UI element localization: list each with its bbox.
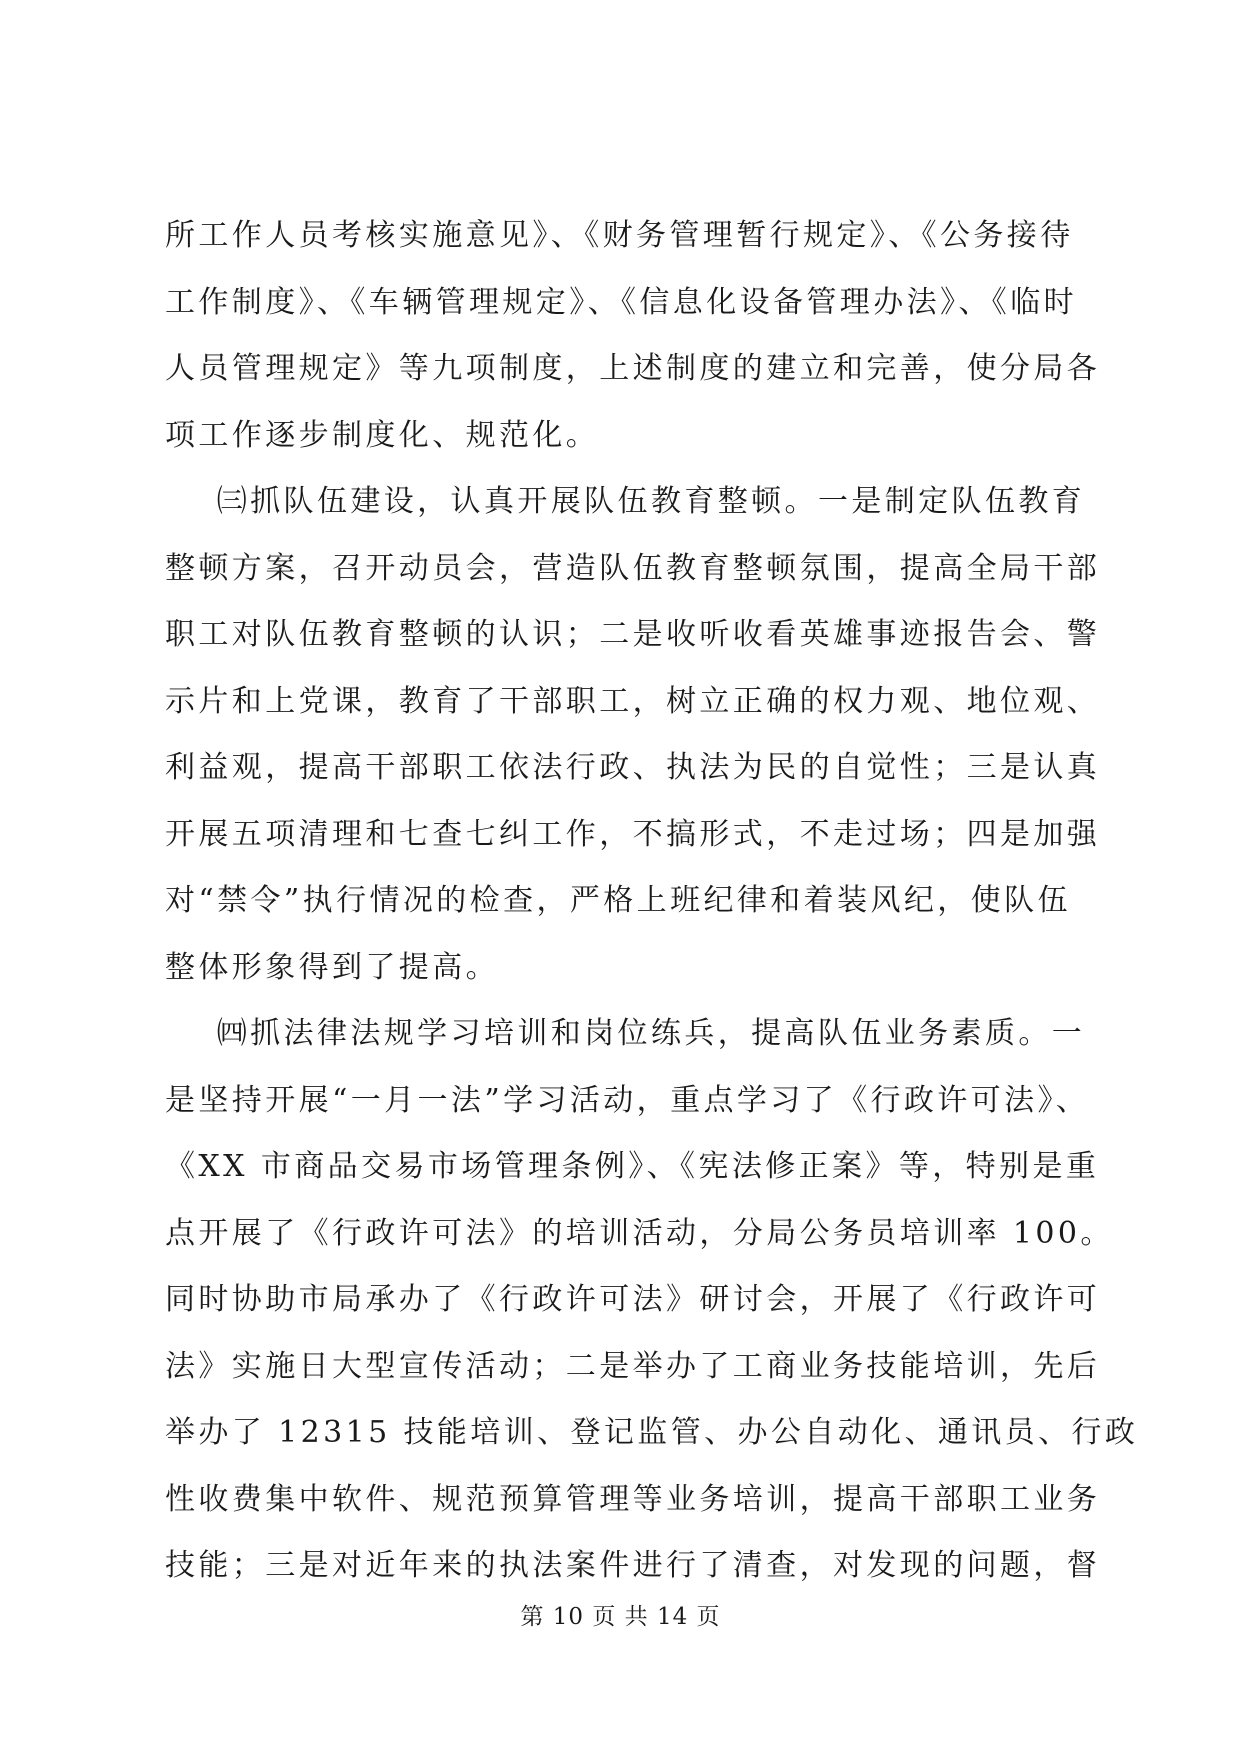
text-line: ㈣抓法律法规学习培训和岗位练兵，提高队伍业务素质。一 <box>165 1016 1086 1051</box>
text-line: 对“禁令”执行情况的检查，严格上班纪律和着装风纪，使队伍 <box>165 883 1071 918</box>
text-line: 举办了 12315 技能培训、登记监管、办公自动化、通讯员、行政 <box>165 1415 1139 1450</box>
text-line: 工作制度》、《车辆管理规定》、《信息化设备管理办法》、《临时 <box>165 284 1077 320</box>
text-line: 《XX 市商品交易市场管理条例》、《宪法修正案》等，特别是重 <box>165 1149 1100 1184</box>
page-number-footer: 第 10 页 共 14 页 <box>520 1604 721 1630</box>
text-line: 性收费集中软件、规范预算管理等业务培训，提高干部职工业务 <box>165 1481 1101 1517</box>
text-line: 利益观，提高干部职工依法行政、执法为民的自觉性；三是认真 <box>165 750 1101 785</box>
text-line: 所工作人员考核实施意见》、《财务管理暂行规定》、《公务接待 <box>165 218 1074 253</box>
text-line: 同时协助市局承办了《行政许可法》研讨会，开展了《行政许可 <box>165 1282 1101 1317</box>
text-line: 整顿方案，召开动员会，营造队伍教育整顿氛围，提高全局干部 <box>165 550 1101 586</box>
body-text <box>165 203 1139 1600</box>
text-line: 整体形象得到了提高。 <box>165 949 499 985</box>
text-line: 示片和上党课，教育了干部职工，树立正确的权力观、地位观、 <box>165 683 1101 719</box>
text-line: 法》实施日大型宣传活动；二是举办了工商业务技能培训，先后 <box>165 1348 1101 1384</box>
text-line: 点开展了《行政许可法》的培训活动，分局公务员培训率 100。 <box>165 1215 1114 1251</box>
text-line: 是坚持开展“一月一法”学习活动，重点学习了《行政许可法》、 <box>165 1082 1090 1118</box>
text-line: 技能；三是对近年来的执法案件进行了清查，对发现的问题，督 <box>165 1548 1101 1583</box>
text-line: 项工作逐步制度化、规范化。 <box>165 417 600 453</box>
text-line: 人员管理规定》等九项制度，上述制度的建立和完善，使分局各 <box>165 351 1101 386</box>
text-line: 开展五项清理和七查七纠工作，不搞形式，不走过场；四是加强 <box>165 816 1101 852</box>
text-line: ㈢抓队伍建设，认真开展队伍教育整顿。一是制定队伍教育 <box>165 484 1086 519</box>
text-line: 职工对队伍教育整顿的认识；二是收听收看英雄事迹报告会、警 <box>165 617 1101 652</box>
